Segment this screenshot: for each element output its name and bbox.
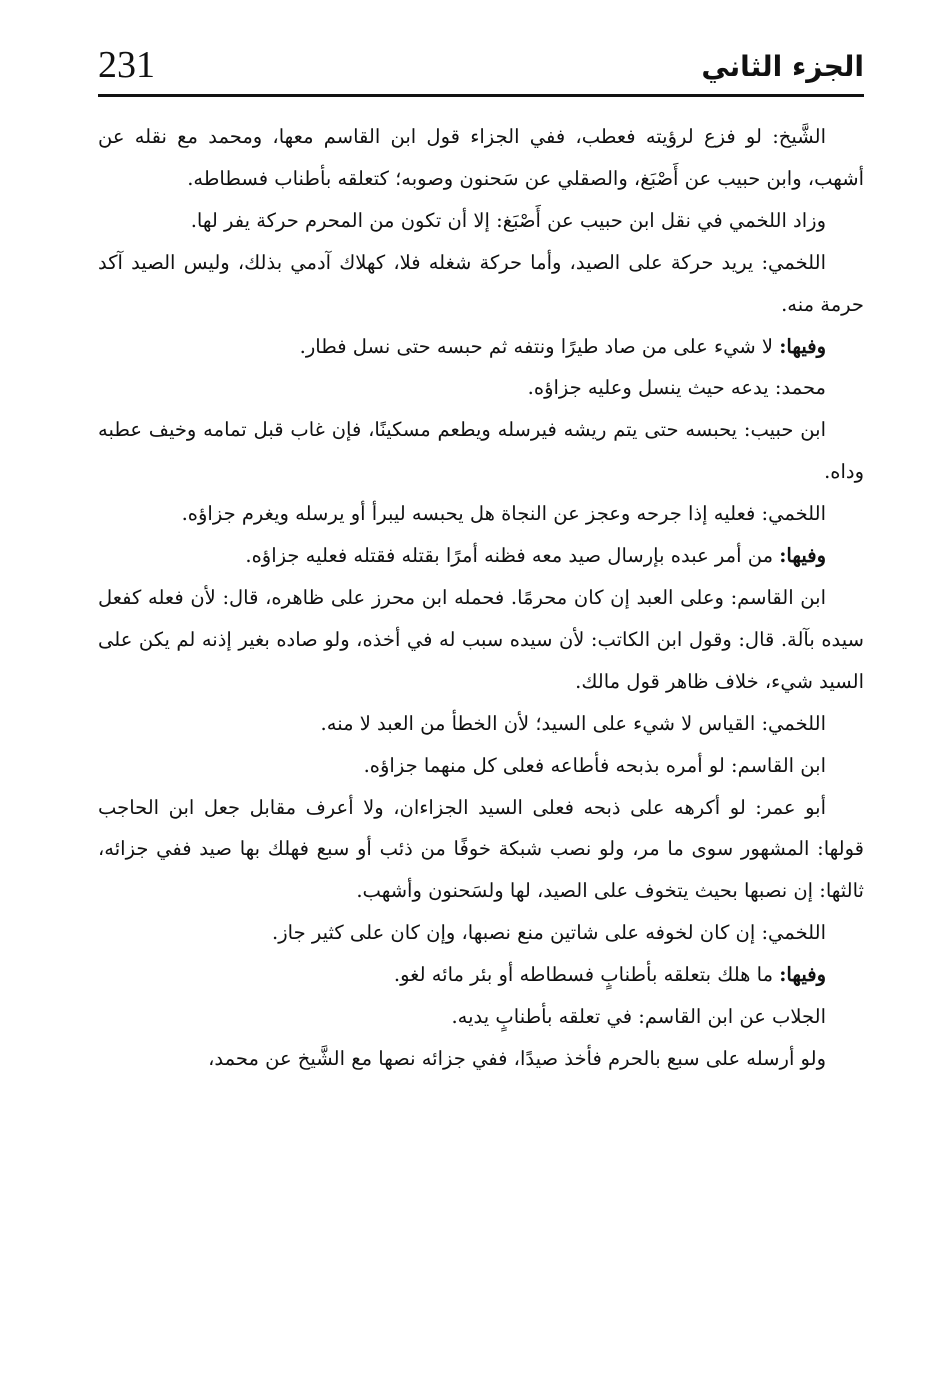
paragraph [98,703,864,745]
page-header [98,38,864,96]
paragraph-lead: وفيها: [779,334,826,358]
header-rule [98,94,864,97]
paragraph [98,367,864,409]
paragraph [98,787,864,913]
paragraph [98,200,864,242]
paragraph [98,535,864,577]
paragraph-text: اللخمي: إن كان لخوفه على شاتين منع نصبها، وإن كان على كثير جاز. [272,921,826,945]
paragraph [98,1038,864,1080]
running-title: الجزء الثاني [701,50,864,83]
paragraph-lead: وفيها: [779,544,826,568]
paragraph-text: محمد: يدعه حيث ينسل وعليه جزاؤه. [527,376,826,400]
paragraph [98,745,864,787]
paragraph-text: ولو أرسله على سبع بالحرم فأخذ صيدًا، ففي جزائه نصها مع الشَّيخ عن محمد، [208,1046,826,1070]
paragraph-text: اللخمي: يريد حركة على الصيد، وأما حركة شغله فلا، كهلاك آدمي بذلك، وليس الصيد آكد حرمة منه. [98,250,864,316]
paragraph-text: الجلاب عن ابن القاسم: في تعلقه بأطنابٍ يديه. [451,1005,826,1029]
paragraph [98,326,864,368]
paragraph-text: وزاد اللخمي في نقل ابن حبيب عن أَصْبَغ: إلا أن تكون من المحرم حركة يفر لها. [190,208,826,232]
paragraph [98,409,864,493]
paragraph-text: أبو عمر: لو أكرهه على ذبحه فعلى السيد الجزاءان، ولا أعرف مقابل جعل ابن الحاجب قولها: المشهور سوى ما مر، ولو نصب شبكة خوفًا من ذئب أو سبع فهلك بها صيد ففي جزائه، ثالثها: إن نصبها بحيث يتخوف على الصيد، لها ولسَحنون وأشهب. [98,795,864,903]
paragraph [98,577,864,703]
paragraph-text: ابن القاسم: وعلى العبد إن كان محرمًا. فحمله ابن محرز على ظاهره، قال: لأن فعله كفعل سيده بآلة. قال: وقول ابن الكاتب: لأن سيده سبب له في أخذه، ولو صاده بغير إذنه لم يكن على السيد شيء، خلاف ظاهر قول مالك. [98,585,864,693]
paragraph-text: ابن القاسم: لو أمره بذبحه فأطاعه فعلى كل منهما جزاؤه. [363,753,826,777]
paragraph [98,996,864,1038]
paragraph [98,493,864,535]
paragraph [98,242,864,326]
paragraph-lead: وفيها: [779,963,826,987]
paragraph-text: من أمر عبده بإرسال صيد معه فظنه أمرًا بقتله فقتله فعليه جزاؤه. [245,544,780,568]
paragraph-text: الشَّيخ: لو فزع لرؤيته فعطب، ففي الجزاء قول ابن القاسم معها، ومحمد مع نقله عن أشهب، وابن حبيب عن أَصْبَغ، والصقلي عن سَحنون وصوبه؛ كتعلقه بأطناب فسطاطه. [98,125,864,190]
document-page [98,38,864,1358]
paragraph-text: اللخمي: القياس لا شيء على السيد؛ لأن الخطأ من العبد لا منه. [320,711,826,735]
paragraph [98,912,864,954]
paragraph-text: ما هلك بتعلقه بأطنابٍ فسطاطه أو بئر مائه لغو. [393,963,780,987]
page-number: 231 [98,44,155,86]
paragraph [98,954,864,996]
paragraph-text: اللخمي: فعليه إذا جرحه وعجز عن النجاة هل يحبسه ليبرأ أو يرسله ويغرم جزاؤه. [181,502,826,526]
paragraph-text: ابن حبيب: يحبسه حتى يتم ريشه فيرسله ويطعم مسكينًا، فإن غاب قبل تمامه وخيف عطبه وداه. [98,418,864,484]
page-body [98,116,864,1080]
paragraph-text: لا شيء على من صاد طيرًا ونتفه ثم حبسه حتى نسل فطار. [299,334,780,358]
paragraph [98,116,864,200]
